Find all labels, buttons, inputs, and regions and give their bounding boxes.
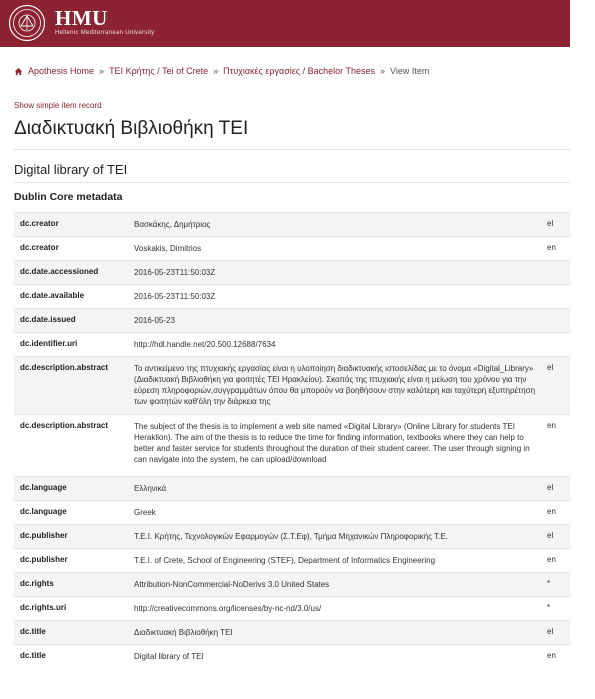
brand-name[interactable]: HMU <box>55 6 108 30</box>
table-row <box>14 236 570 260</box>
table-row <box>14 212 570 236</box>
page-title: Διαδικτυακή Βιβλιοθήκη ΤΕΙ <box>14 118 249 139</box>
metadata-value: Το αντικείμενο της πτυχιακής εργασίας είναι η υλοποίηση διαδικτυακής ιστοσελίδας με το όνομα «Digital_Library» (Διαδικτυακή Βιβλιοθήκη για φοιτητές ΤΕΙ Ηρακλείου). Σκοπός της πτυχιακής είναι η μείωση του χρόνου για την εύρεση πληροφοριών,συγγραμμάτων όπου θα μπορούν να βοηθήσουν στην καλύτερη και ταχύτερη εξυπηρέτηση των φοιτητών καθ'όλη την διάρκεια της <box>134 364 536 406</box>
table-row <box>14 476 570 500</box>
metadata-value[interactable]: http://hdl.handle.net/20.500.12688/7634 <box>134 340 276 349</box>
home-icon <box>14 67 23 76</box>
metadata-value[interactable]: http://creativecommons.org/licenses/by-nc-nd/3.0/us/ <box>134 604 322 613</box>
metadata-lang: en <box>547 507 556 516</box>
divider <box>14 182 570 183</box>
breadcrumb-home-link[interactable]: Apothesis Home <box>28 66 95 76</box>
metadata-key: dc.date.issued <box>20 315 76 324</box>
show-simple-record-link[interactable]: Show simple item record <box>14 101 102 110</box>
table-row <box>14 414 570 476</box>
breadcrumb-collection-link[interactable]: Πτυχιακές εργασίες / Bachelor Theses <box>223 66 376 76</box>
table-row <box>14 596 570 620</box>
metadata-key: dc.publisher <box>20 531 68 540</box>
metadata-value: The subject of the thesis is to implement a web site named «Digital Library» (Online Library for students TEI Heraklion). The aim of the thesis is to reduce the time for finding information, textbooks where they can help to better and faster service for students throughout the duration of their student career. The user through signing in can navigate into the system, he can upload/download <box>134 422 530 464</box>
metadata-lang: en <box>547 421 556 430</box>
metadata-key: dc.creator <box>20 243 59 252</box>
metadata-lang: en <box>547 243 556 252</box>
metadata-key: dc.identifier.uri <box>20 339 78 348</box>
metadata-lang: * <box>547 579 551 588</box>
metadata-lang: el <box>547 483 554 492</box>
metadata-value: Greek <box>134 508 156 517</box>
table-row <box>14 284 570 308</box>
metadata-table <box>14 212 570 668</box>
metadata-value: Τ.Ε.Ι. Κρήτης, Τεχνολογικών Εφαρμογών (Σ.Τ.Εφ), Τμήμα Μηχανικών Πληροφορικής Τ.Ε. <box>134 532 448 541</box>
metadata-key: dc.rights <box>20 579 54 588</box>
metadata-value: T.E.I. of Crete, School of Engineering (STEF), Department of Informatics Engineering <box>134 556 436 565</box>
metadata-key: dc.description.abstract <box>20 421 109 430</box>
table-row <box>14 332 570 356</box>
table-row <box>14 572 570 596</box>
metadata-value: Attribution-NonCommercial-NoDerivs 3.0 United States <box>134 580 330 589</box>
breadcrumb-separator-icon: » <box>99 66 105 76</box>
metadata-key: dc.creator <box>20 219 59 228</box>
metadata-value: 2016-05-23 <box>134 316 175 325</box>
table-row <box>14 644 570 668</box>
metadata-lang: el <box>547 219 554 228</box>
table-row <box>14 620 570 644</box>
table-row <box>14 356 570 414</box>
metadata-lang: en <box>547 555 556 564</box>
divider <box>14 149 570 150</box>
metadata-key: dc.publisher <box>20 555 68 564</box>
metadata-value: Voskakis, Dimitrios <box>134 244 202 253</box>
metadata-lang: el <box>547 531 554 540</box>
metadata-key: dc.description.abstract <box>20 363 109 372</box>
table-row <box>14 524 570 548</box>
metadata-value: Ελληνικά <box>134 484 167 493</box>
metadata-value: Digital library of TEI <box>134 652 204 661</box>
metadata-lang: el <box>547 363 554 372</box>
metadata-lang: en <box>547 651 556 660</box>
table-row <box>14 308 570 332</box>
breadcrumb-community-link[interactable]: TEI Κρήτης / Tei of Crete <box>109 66 209 76</box>
breadcrumb-separator-icon: » <box>380 66 386 76</box>
brand-subtitle: Hellenic Mediterranean University <box>55 30 155 36</box>
breadcrumb-separator-icon: » <box>213 66 219 76</box>
metadata-key: dc.title <box>20 651 46 660</box>
metadata-lang: * <box>547 603 551 612</box>
dublin-core-heading: Dublin Core metadata <box>14 191 123 203</box>
metadata-value: 2016-05-23T11:50:03Z <box>134 268 216 277</box>
site-header <box>0 0 570 47</box>
metadata-value: Διαδικτυακή Βιβλιοθήκη ΤΕΙ <box>134 628 233 637</box>
metadata-lang: el <box>547 627 554 636</box>
metadata-key: dc.rights.uri <box>20 603 67 612</box>
metadata-value: 2016-05-23T11:50:03Z <box>134 292 216 301</box>
university-seal-icon[interactable] <box>8 4 46 42</box>
breadcrumb <box>14 66 429 76</box>
breadcrumb-current: View Item <box>390 66 430 76</box>
metadata-key: dc.language <box>20 507 67 516</box>
table-row <box>14 548 570 572</box>
metadata-key: dc.date.accessioned <box>20 267 99 276</box>
metadata-key: dc.title <box>20 627 46 636</box>
item-subtitle: Digital library of TEI <box>14 162 128 177</box>
metadata-key: dc.language <box>20 483 67 492</box>
table-row <box>14 500 570 524</box>
metadata-key: dc.date.available <box>20 291 85 300</box>
table-row <box>14 260 570 284</box>
metadata-value: Βασκάκης, Δημήτριος <box>134 220 211 229</box>
